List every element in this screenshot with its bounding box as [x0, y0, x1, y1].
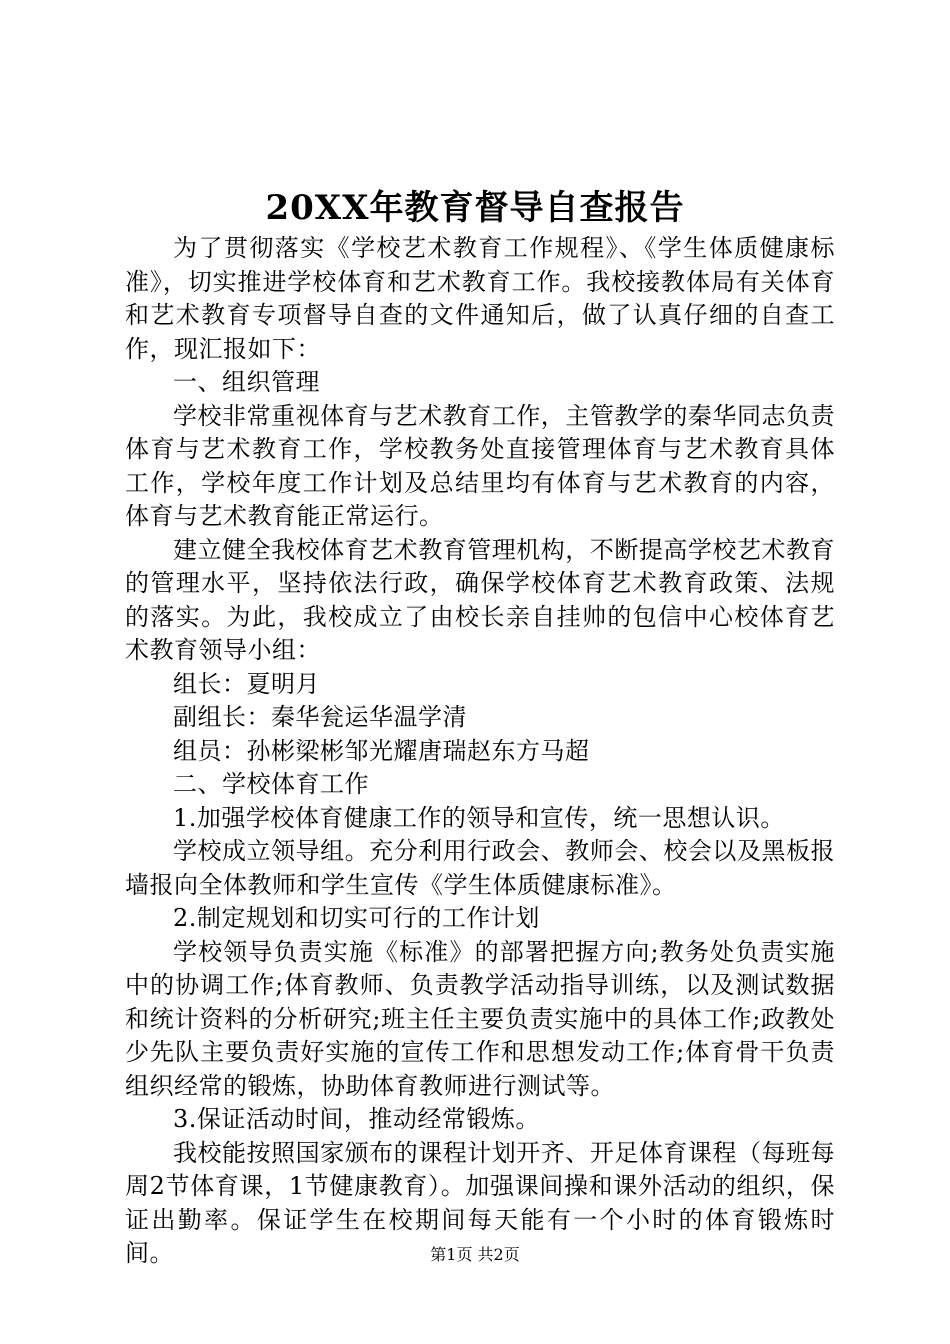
- paragraph: 学校非常重视体育与艺术教育工作，主管教学的秦华同志负责体育与艺术教育工作，学校教务处直接管理体育与艺术教育具体工作，学校年度工作计划及总结里均有体育与艺术教育的内容，体育与艺术教育能正常运行。: [125, 401, 835, 530]
- paragraph: 学校成立领导组。充分利用行政会、教师会、校会以及黑板报墙报向全体教师和学生宣传《学生体质健康标准》。: [125, 837, 835, 899]
- paragraph-intro: 为了贯彻落实《学校艺术教育工作规程》、《学生体质健康标准》，切实推进学校体育和艺术教育工作。我校接教体局有关体育和艺术教育专项督导自查的文件通知后，做了认真仔细的自查工作，现汇报如下：: [125, 234, 835, 363]
- leader-line: 组长：夏明月: [173, 669, 320, 698]
- subheading-2: 2.制定规划和切实可行的工作计划: [173, 904, 540, 932]
- subheading-1: 1.加强学校体育健康工作的领导和宣传，统一思想认识。: [173, 803, 785, 832]
- paragraph: 建立健全我校体育艺术教育管理机构，不断提高学校艺术教育的管理水平，坚持依法行政，确保学校体育艺术教育政策、法规的落实。为此，我校成立了由校长亲自挂帅的包信中心校体育艺术教育领导小组：: [125, 535, 835, 664]
- subheading-3: 3.保证活动时间，推动经常锻炼。: [173, 1105, 540, 1133]
- members-line: 组员：孙彬梁彬邹光耀唐瑞赵东方马超: [173, 736, 590, 765]
- deputy-leader-line: 副组长：秦华瓮运华温学清: [173, 703, 467, 731]
- section-heading-organization: 一、组织管理: [173, 368, 320, 396]
- section-heading-sports: 二、学校体育工作: [173, 770, 369, 798]
- page-number-footer: 第1页 共2页: [430, 1245, 520, 1264]
- paragraph: 学校领导负责实施《标准》的部署把握方向;教务处负责实施中的协调工作;体育教师、负责教学活动指导训练，以及测试数据和统计资料的分析研究;班主任主要负责实施中的具体工作;政教处少先队主要负责好实施的宣传工作和思想发动工作;体育骨干负责组织经常的锻炼，协助体育教师进行测试等。: [125, 937, 835, 1100]
- document-title: 20XX年教育督导自查报告: [265, 188, 685, 228]
- document-body: [125, 232, 835, 1271]
- paragraph: 我校能按照国家颁布的课程计划开齐、开足体育课程（每班每周2节体育课，1节健康教育）。加强课间操和课外活动的组织，保证出勤率。保证学生在校期间每天能有一个小时的体育锻炼时间。: [125, 1138, 835, 1267]
